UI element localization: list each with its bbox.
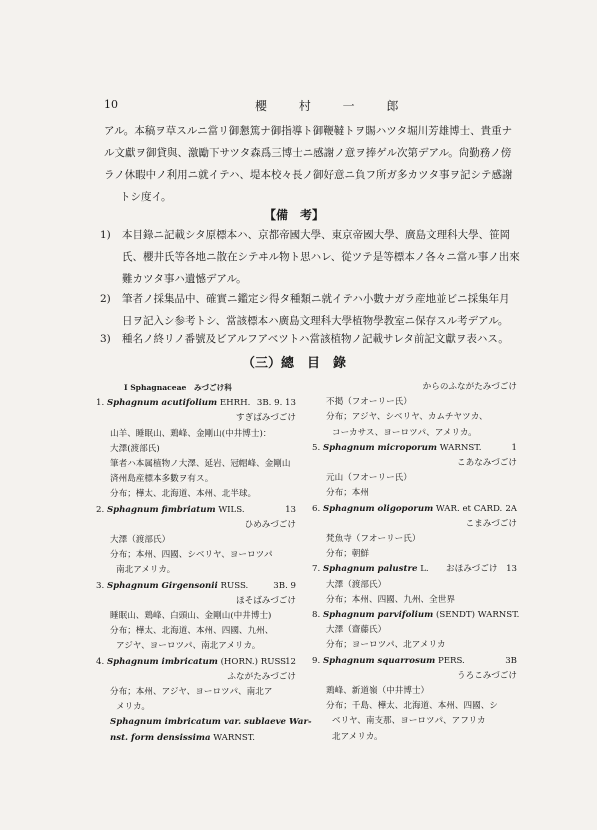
species-entry: 8. Sphagnum parvifolium (SENDT) WARNST.: [312, 610, 520, 620]
species-name: Sphagnum Girgensonii: [106, 580, 218, 591]
locality-line: 元山（フオーリー氏）: [326, 473, 412, 484]
reference-code: 3B. 9: [273, 580, 296, 591]
locality-line: 大澤（渡部氏）: [326, 579, 387, 590]
note-line: 済州島産標本多數ヲ有ス。: [110, 474, 214, 485]
intro-line: ル文獻ヲ御貸與、激勵下サツタ森爲三博士ニ感謝ノ意ヲ捧ゲル次第デアル。尙勤務ノ傍: [104, 147, 512, 159]
species-name: Sphagnum oligoporum: [322, 503, 434, 514]
reference-code: 2A: [505, 503, 517, 514]
reference-code: 13: [506, 564, 517, 575]
species-name: Sphagnum fimbriatum: [106, 504, 216, 515]
distribution-line: 南北アメリカ。: [116, 565, 176, 576]
japanese-name: ふながたみづごけ: [227, 671, 296, 682]
distribution-line: 北アメリカ。: [332, 731, 383, 742]
species-entry: 3. Sphagnum Girgensonii RUSS. 3B. 9: [96, 579, 296, 594]
locality-line: 大澤（渡部氏）: [110, 535, 171, 545]
japanese-name: おほみづごけ: [446, 564, 498, 575]
japanese-name: うろこみづごけ: [457, 670, 517, 681]
remark-number: 1): [100, 229, 111, 241]
species-entry: 4. Sphagnum imbricatum (HORN.) RUSS 12: [96, 655, 296, 670]
japanese-name: ほそばみづごけ: [236, 595, 296, 606]
locality-line: 睡眠山、鶏峰、白頭山、金剛山(中井博士): [110, 611, 272, 621]
species-name: Sphagnum acutifolium: [106, 398, 218, 409]
species-name: Sphagnum parvifolium: [322, 610, 434, 620]
species-name: Sphagnum palustre: [322, 564, 418, 575]
distribution-line: アジヤ、ヨーロツパ、南北アメリカ。: [116, 641, 261, 652]
japanese-name: からのふながたみづごけ: [422, 382, 517, 392]
species-entry: 1. Sphagnum acutifolium EHRH. 3B. 9. 13: [96, 396, 296, 411]
left-column: [96, 380, 312, 746]
reference-code: 13: [285, 504, 296, 515]
locality-line: 鶏峰、新道嶺（中井博士）: [326, 685, 430, 696]
intro-line: アル。本稿ヲ草スルニ當リ御懇篤ナ御指導ト御鞭韃トヲ賜ハツタ堀川芳雄博士、貴重ナ: [104, 125, 513, 137]
variety-name: Sphagnum imbricatum var. sublaeve War-: [110, 717, 312, 728]
remark-number: 3): [100, 333, 111, 345]
distribution-line: 分布；千島、樺太、北海道、本州、四國、シ: [326, 701, 498, 712]
species-name: Sphagnum squarrosum: [322, 655, 436, 666]
distribution-line: 分布；ヨーロツパ、北アメリカ: [326, 640, 446, 651]
distribution-line: 分布；朝鮮: [326, 549, 369, 560]
locality-line: 大澤(渡部氏): [110, 443, 160, 454]
remark-line: 筆者ノ採集品中、確實ニ鑑定シ得タ種類ニ就イテハ小數ナガラ産地並ビニ採集年月: [122, 293, 510, 305]
distribution-line: コーカサス、ヨーロツパ、アメリカ。: [332, 427, 477, 438]
japanese-name: ひめみづごけ: [244, 519, 296, 530]
intro-line: トシ度イ。: [120, 191, 172, 203]
species-entry: 6. Sphagnum oligoporum WAR. et CARD. 2A: [312, 502, 517, 517]
species-entry: 7. Sphagnum palustre L. おほみづごけ 13: [312, 564, 517, 575]
distribution-line: メリカ。: [116, 702, 150, 713]
distribution-line: ベリヤ、南支那、ヨーロツパ、アフリカ: [332, 716, 486, 727]
section-heading: （三）總 目 錄: [242, 356, 347, 371]
locality-line: 山羊、睡眠山、鶏峰、金剛山(中井博士)：: [110, 428, 272, 439]
species-entry: 5. Sphagnum microporum WARNST. 1: [312, 441, 517, 456]
reference-code: 3B: [505, 655, 517, 666]
locality-line: 不掲（フオーリー氏）: [326, 397, 412, 408]
variety-name: nst. form densissima WARNST.: [110, 732, 255, 743]
remark-line: 難カツタ事ハ遺憾デアル。: [122, 273, 247, 285]
reference-code: 3B. 9. 13: [256, 398, 296, 409]
locality-line: 梵魚寺（フオーリー氏）: [326, 534, 421, 544]
remarks-heading: 【備 考】: [264, 208, 325, 222]
japanese-name: すぎばみづごけ: [236, 413, 296, 424]
locality-line: 大澤（齋藤氏）: [326, 625, 387, 636]
distribution-line: 分布；本州、四國、シベリヤ、ヨーロツパ: [110, 550, 273, 561]
distribution-line: 分布；樺太、北海道、本州、北半球。: [110, 489, 257, 500]
distribution-line: 分布；樺太、北海道、本州、四國、九州、: [110, 626, 274, 637]
japanese-name: こあなみづごけ: [457, 458, 517, 468]
species-entry: 2. Sphagnum fimbriatum WILS. 13: [96, 503, 296, 518]
species-name: Sphagnum microporum: [322, 442, 438, 453]
distribution-line: 分布；本州: [326, 488, 369, 499]
family-heading: I Sphagnaceae みづごけ科: [124, 383, 232, 392]
remark-line: 種名ノ終リノ番號及ビアルフアベツトハ當該植物ノ記載サレタ前記文獻ヲ表ハス。: [122, 333, 509, 345]
right-column: [312, 380, 520, 745]
distribution-line: 分布；本州、四國、九州、全世界: [326, 594, 455, 605]
reference-code: 12: [285, 656, 296, 667]
reference-code: 1: [511, 442, 517, 453]
intro-line: ラノ休暇中ノ利用ニ就イテハ、堤本校々長ノ御好意ニ負フ所ガ多カツタ事ヲ記シテ感謝: [104, 169, 513, 181]
remark-line: 氏、櫻井氏等各地ニ散在シテヰル物ト思ハレ、從ツテ是等標本ノ各々ニ當ル事ノ出來: [122, 251, 520, 263]
distribution-line: 分布；本州、アジヤ、ヨーロツパ、南北ア: [110, 687, 273, 697]
remark-line: 日ヲ記入シ参考トシ、當該標本ハ廣島文理科大學植物學教室ニ保存スル考デアル。: [122, 315, 509, 327]
japanese-name: こまみづごけ: [465, 518, 517, 529]
page-number: 10: [104, 98, 118, 111]
species-name: Sphagnum imbricatum: [106, 656, 218, 667]
remark-number: 2): [100, 293, 111, 305]
distribution-line: 分布；アジヤ、シベリヤ、カムチヤツカ、: [326, 412, 488, 423]
remark-line: 本目錄ニ記載シタ原標本ハ、京都帝國大學、東京帝國大學、廣島文理科大學、笹岡: [122, 229, 511, 241]
note-line: 筆者ハ本属植物ノ大澤、延岩、冠帽峰、金剛山: [110, 459, 291, 469]
species-entry: 9. Sphagnum squarrosum PERS. 3B: [312, 654, 517, 669]
running-header-author: 櫻 村 一 郎: [255, 99, 413, 113]
